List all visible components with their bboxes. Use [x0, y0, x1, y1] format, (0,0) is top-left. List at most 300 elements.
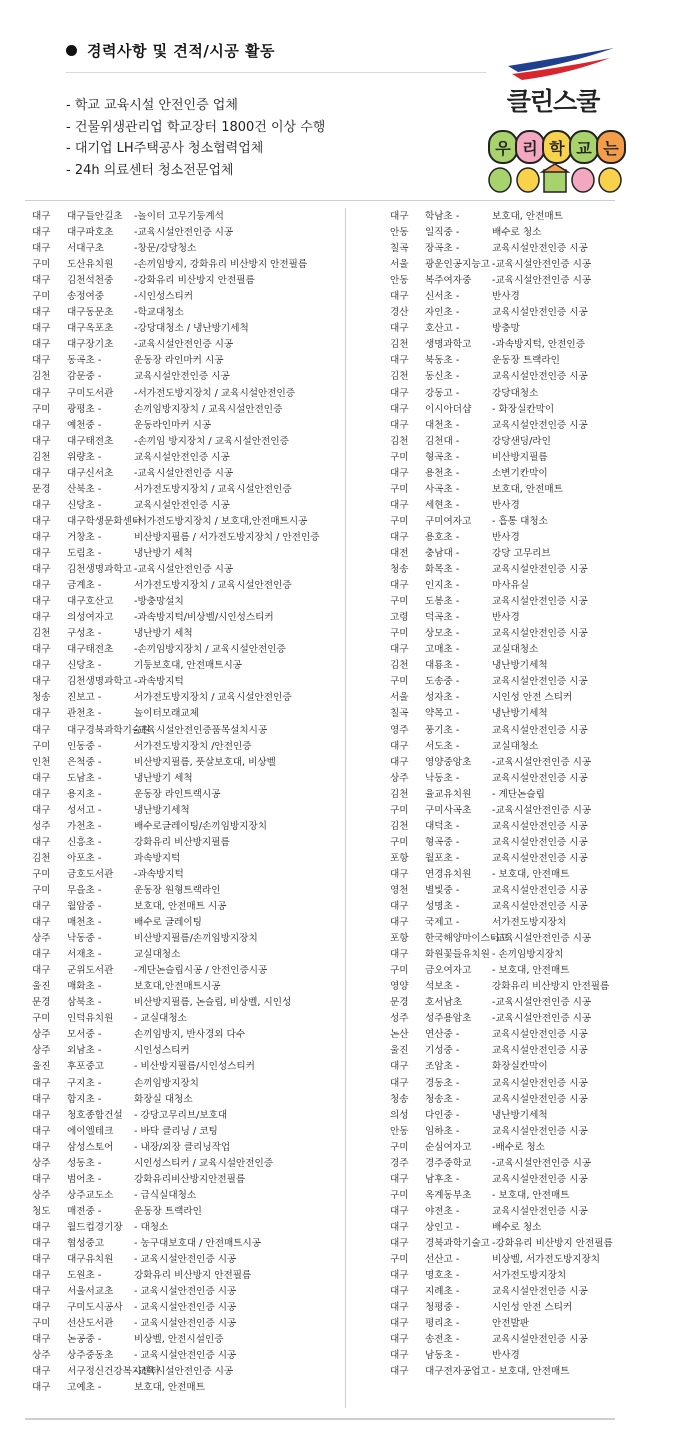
project-work: -과속방지턱, 안전인증 [492, 339, 585, 351]
section-title [66, 40, 275, 61]
project-row [390, 739, 640, 755]
project-school: 김천생명과학고 [67, 676, 132, 688]
project-region: 울진 [32, 1061, 51, 1073]
project-school: 송전초 - [425, 1334, 460, 1346]
project-work: 교육시설안전인증 시공 [492, 724, 588, 736]
project-work: 운동장 라인트랙시공 [134, 788, 221, 800]
project-school: 구미도시공사 [67, 1302, 123, 1314]
project-region: 대구 [390, 323, 409, 335]
project-region: 대구 [32, 949, 51, 961]
project-region: 구미 [32, 259, 51, 271]
project-row [32, 450, 342, 466]
project-row [390, 851, 640, 867]
project-region: 청송 [390, 564, 409, 576]
project-row [32, 979, 342, 995]
project-work: 강화유리 비산방지필름 [134, 836, 230, 848]
project-row [32, 995, 342, 1011]
project-school: 청송초 - [425, 1093, 460, 1105]
project-row [390, 434, 640, 450]
project-row [32, 369, 342, 385]
project-school: 경주중학교 [425, 1157, 472, 1169]
project-row [32, 915, 342, 931]
project-work: 교육시설안전인증 시공 [492, 1045, 588, 1057]
project-work: -교육시설안전인증 시공 [134, 339, 234, 351]
project-work: - 교육시설안전인증 시공 [134, 1350, 237, 1362]
project-row [32, 257, 342, 273]
project-row [390, 1236, 640, 1252]
project-region: 대구 [32, 1302, 51, 1314]
project-row [390, 578, 640, 594]
project-work: -강화유리 비산방지 안전필름 [492, 1238, 613, 1249]
project-work: - 계단논슬립 [492, 788, 545, 800]
project-list-right [390, 209, 640, 1380]
project-work: - 강당고무리브/보호대 [134, 1109, 228, 1121]
project-work: 비산방지필름, 풋살보호대, 비상벨 [134, 756, 276, 768]
project-school: 매천초 - [67, 917, 102, 929]
project-work: 교육시설안전인증 시공 [492, 901, 588, 913]
project-region: 대구 [32, 804, 51, 816]
project-region: 대구 [32, 1125, 51, 1137]
project-region: 울진 [32, 981, 51, 993]
project-school: 후포중고 [67, 1061, 105, 1073]
project-row [390, 771, 640, 787]
project-row [32, 1252, 342, 1268]
project-region: 구미 [32, 291, 51, 303]
project-work: -교육시설안전인증 시공 [492, 1013, 592, 1025]
column-divider [345, 208, 346, 1408]
project-work: 보호대, 안전매트 [492, 211, 563, 222]
project-school: 대덕초 - [425, 820, 460, 832]
project-row [32, 225, 342, 241]
project-row [32, 482, 342, 498]
project-school: 순심여자고 [425, 1141, 472, 1153]
project-school: 야전초 - [425, 1205, 460, 1217]
project-work: 반사경 [492, 291, 520, 303]
project-region: 경산 [390, 307, 409, 319]
project-row [390, 321, 640, 337]
project-list-left [32, 209, 342, 1396]
project-work: 화장실칸막이 [492, 1061, 548, 1073]
project-work: - 비산방지필름/시인성스티커 [134, 1061, 255, 1073]
project-region: 대구 [32, 901, 51, 913]
project-row [32, 723, 342, 739]
project-row [390, 1140, 640, 1156]
project-row [32, 1364, 342, 1380]
project-region: 성주 [32, 820, 51, 832]
project-school: 옥계동부초 [425, 1189, 472, 1201]
project-school: 협성중고 [67, 1238, 105, 1249]
mascot-char-icon: 리 [515, 130, 545, 164]
project-row [32, 1043, 342, 1059]
project-row [32, 434, 342, 450]
project-row [390, 674, 640, 690]
project-region: 대구 [390, 291, 409, 303]
project-region: 영주 [390, 724, 409, 736]
project-school: 아포초 - [67, 852, 102, 864]
project-school: 김천생명과학고 [67, 564, 132, 576]
project-work: 서가전도방지장치 / 교육시설안전인증 [134, 580, 292, 592]
project-row [390, 787, 640, 803]
project-region: 대구 [390, 1173, 409, 1185]
project-school: 대룡초 - [425, 660, 460, 672]
project-row [390, 386, 640, 402]
project-work: -교육시설안전인증 시공 [134, 467, 234, 479]
project-school: 화원꽃들유치원 [425, 949, 490, 961]
project-work: 교육시설안전인증 시공 [134, 371, 230, 383]
project-row [390, 1348, 640, 1364]
project-school: 석보초 - [425, 981, 460, 993]
project-work: 서가전도방지장치 [492, 1270, 567, 1282]
project-school: 월암중 - [67, 901, 102, 913]
project-row [32, 755, 342, 771]
project-region: 대구 [32, 772, 51, 784]
project-work: 강화유리 비산방지 안전필름 [134, 1270, 252, 1282]
project-region: 대구 [390, 1238, 409, 1249]
project-region: 대구 [32, 612, 51, 624]
project-school: 감문중 - [67, 371, 102, 383]
project-school: 덕곡초 - [425, 612, 460, 624]
project-school: 인덕유치원 [67, 1013, 114, 1025]
project-region: 구미 [390, 515, 409, 527]
project-school: 성명초 - [425, 901, 460, 913]
project-school: 인지초 - [425, 580, 460, 592]
project-school: 한국해양마이스터고 [425, 933, 509, 945]
project-school: 국제고 - [425, 917, 460, 929]
project-row [390, 610, 640, 626]
project-region: 대구 [390, 1270, 409, 1282]
project-row [32, 1300, 342, 1316]
project-row [390, 450, 640, 466]
project-list-frame [20, 200, 620, 1420]
feature-bullet: - 대기업 LH주택공사 청소협력업체 [66, 141, 264, 156]
project-region: 인천 [32, 756, 51, 768]
project-region: 포항 [390, 852, 409, 864]
project-school: 범어초 - [67, 1173, 102, 1185]
project-work: -손끼임방지, 강화유리 비산방지 안전필름 [134, 259, 308, 271]
project-region: 대구 [390, 1205, 409, 1217]
bullet-dot-icon [66, 45, 77, 56]
project-region: 청송 [32, 692, 51, 704]
project-region: 대구 [32, 644, 51, 656]
project-row [390, 883, 640, 899]
project-school: 세현초 - [425, 499, 460, 511]
project-school: 금계초 - [67, 580, 102, 592]
project-row [390, 225, 640, 241]
project-school: 광운인공지능고 [425, 259, 490, 271]
project-work: - 손끼임방지장치 [492, 949, 564, 961]
project-work: -교육시설안전인증 시공 [492, 1157, 592, 1169]
project-school: 이시아더샵 [425, 403, 472, 415]
project-school: 외남초 - [67, 1045, 102, 1057]
project-row [390, 498, 640, 514]
project-school: 기성중 - [425, 1045, 460, 1057]
project-work: -배수로 청소 [492, 1141, 545, 1153]
project-school: 형곡중 - [425, 836, 460, 848]
project-row [390, 1364, 640, 1380]
project-work: 교육시설안전인증 시공 [492, 564, 588, 576]
project-work: 교육시설안전인증 시공 [492, 1173, 588, 1185]
project-school: 에이엘테크 [67, 1125, 114, 1137]
project-work: 냉난방기 세척 [134, 628, 193, 640]
project-row [32, 690, 342, 706]
project-work: 보호대, 안전매트 [492, 483, 563, 495]
project-school: 청호종합건설 [67, 1109, 123, 1121]
project-row [32, 1316, 342, 1332]
project-school: 김천석천중 [67, 275, 114, 287]
project-work: - 교실대청소 [134, 1013, 187, 1025]
project-school: 금오여자고 [425, 965, 472, 977]
title-divider [66, 72, 486, 73]
project-school: 형곡초 - [425, 451, 460, 463]
project-region: 상주 [32, 1045, 51, 1057]
project-school: 청평중 - [425, 1302, 460, 1314]
project-region: 대구 [32, 1334, 51, 1346]
project-work: 교육시설안전인증 시공 [492, 820, 588, 832]
project-row [390, 947, 640, 963]
project-row [390, 273, 640, 289]
project-row [32, 466, 342, 482]
mascot-group [488, 126, 623, 196]
project-region: 구미 [390, 804, 409, 816]
project-region: 대구 [32, 676, 51, 688]
project-work: - 교육시설안전인증 시공 [134, 1302, 237, 1314]
project-row [390, 305, 640, 321]
project-work: -교육시설안전인증 시공 [134, 227, 234, 239]
project-school: 영양중앙초 [425, 756, 472, 768]
project-work: 운동장 라인마커 시공 [134, 355, 224, 367]
project-work: 화장실 대청소 [134, 1093, 193, 1105]
project-region: 성주 [390, 1013, 409, 1025]
project-work: 냉난방기 세척 [134, 547, 193, 559]
project-row [32, 1236, 342, 1252]
project-school: 성서고 - [67, 804, 102, 816]
project-region: 대구 [32, 227, 51, 239]
project-school: 대구들안길초 [67, 211, 123, 222]
project-region: 대전 [390, 547, 409, 559]
project-work: 반사경 [492, 1350, 520, 1362]
project-region: 대구 [32, 1109, 51, 1121]
project-row [390, 1252, 640, 1268]
project-work: 강화유리비산방지안전필름 [134, 1173, 246, 1185]
project-region: 문경 [390, 997, 409, 1009]
project-region: 대구 [390, 756, 409, 768]
project-row [32, 626, 342, 642]
project-work: -교육시설안전인증 시공 [492, 756, 592, 768]
project-school: 서구정신건강복지센터 [67, 1366, 160, 1378]
project-row [32, 899, 342, 915]
project-work: 시인성 안전 스티커 [492, 1302, 573, 1314]
project-region: 대구 [32, 307, 51, 319]
project-school: 경동초 - [425, 1077, 460, 1089]
project-school: 대구동문초 [67, 307, 114, 319]
project-school: 도림초 - [67, 547, 102, 559]
project-work: 서가전도방지장치 / 교육시설안전인증 [134, 483, 292, 495]
project-school: 연경유치원 [425, 868, 472, 880]
project-row [390, 594, 640, 610]
project-school: 가천초 - [67, 820, 102, 832]
project-row [32, 1172, 342, 1188]
project-row [32, 1220, 342, 1236]
project-school: 금호도서관 [67, 868, 114, 880]
project-work: 교육시설안전인증 시공 [492, 419, 588, 431]
project-row [32, 674, 342, 690]
project-region: 안동 [390, 1125, 409, 1137]
project-region: 상주 [32, 1029, 51, 1041]
project-work: 운동장 원형트랙라인 [134, 884, 221, 896]
project-row [390, 963, 640, 979]
project-school: 모서중 - [67, 1029, 102, 1041]
project-school: 은척중 - [67, 756, 102, 768]
project-row [390, 723, 640, 739]
mascot-figures-icon [488, 164, 623, 194]
project-row [32, 273, 342, 289]
project-region: 대구 [32, 1270, 51, 1282]
project-region: 구미 [390, 1254, 409, 1266]
project-region: 대구 [32, 708, 51, 720]
project-work: -교육시설안전인증 시공 [492, 259, 592, 271]
project-work: 교육시설안전인증 시공 [134, 451, 230, 463]
project-work: -놀이터 고무기둥계석 [134, 211, 224, 222]
project-work: -교육시설안전인증 시공 [492, 804, 592, 816]
project-school: 거창초 - [67, 531, 102, 543]
project-school: 대천초 - [425, 419, 460, 431]
project-school: 신당초 - [67, 499, 102, 511]
project-school: 임하초 - [425, 1125, 460, 1137]
project-region: 상주 [32, 1350, 51, 1362]
project-row [390, 1188, 640, 1204]
project-work: 시인성 안전 스티커 [492, 692, 573, 704]
project-region: 김천 [390, 788, 409, 800]
project-region: 대구 [32, 1173, 51, 1185]
project-region: 대구 [390, 868, 409, 880]
project-region: 대구 [390, 580, 409, 592]
project-row [390, 1332, 640, 1348]
project-region: 구미 [390, 1141, 409, 1153]
project-work: -서가전도방지장치 / 보호대,안전매트시공 [134, 515, 308, 527]
project-work: 손끼임방지장치 [134, 1077, 199, 1089]
project-work: 놀이터모래교체 [134, 708, 199, 720]
project-work: 교육시설안전인증 시공 [492, 1093, 588, 1105]
project-region: 구미 [390, 965, 409, 977]
project-work: 소변기칸막이 [492, 467, 548, 479]
project-row [32, 835, 342, 851]
project-row [390, 530, 640, 546]
project-region: 구미 [390, 483, 409, 495]
project-row [32, 402, 342, 418]
project-work: - 대청소 [134, 1221, 169, 1233]
project-work: -강당대청소 / 냉난방기세척 [134, 323, 249, 335]
project-region: 대구 [32, 596, 51, 608]
project-region: 문경 [32, 483, 51, 495]
project-work: 마사유실 [492, 580, 530, 592]
project-row [32, 353, 342, 369]
project-region: 논산 [390, 1029, 409, 1041]
project-region: 대구 [32, 547, 51, 559]
project-work: 교육시설안전인증 시공 [492, 1205, 588, 1217]
project-work: 배수로 청소 [492, 1221, 542, 1233]
project-work: - 내장/외장 클리닝작업 [134, 1141, 231, 1153]
project-school: 약목고 - [425, 708, 460, 720]
project-region: 영천 [390, 884, 409, 896]
project-row [32, 305, 342, 321]
project-region: 울진 [390, 1045, 409, 1057]
project-school: 군위도서관 [67, 965, 114, 977]
project-region: 대구 [390, 211, 409, 222]
project-row [32, 803, 342, 819]
project-region: 대구 [390, 1350, 409, 1362]
project-work: 방충망 [492, 323, 520, 335]
project-row [390, 466, 640, 482]
project-row [390, 755, 640, 771]
project-work: -교육시설안전인증품목설치시공 [134, 724, 268, 736]
project-region: 경주 [390, 1157, 409, 1169]
project-work: 보호대,안전매트시공 [134, 981, 221, 993]
project-work: 강당대청소 [492, 387, 539, 399]
project-school: 서울서교초 [67, 1286, 114, 1298]
project-work: 서가전도방지장치 [492, 917, 567, 929]
project-school: 자인초 - [425, 307, 460, 319]
project-region: 대구 [390, 1061, 409, 1073]
project-school: 연산중 - [425, 1029, 460, 1041]
project-region: 청송 [390, 1093, 409, 1105]
project-row [390, 706, 640, 722]
project-school: 신흥초 - [67, 836, 102, 848]
project-work: 교육시설안전인증 시공 [492, 628, 588, 640]
project-region: 대구 [390, 1221, 409, 1233]
project-school: 관천초 - [67, 708, 102, 720]
project-work: -교육시설안전인증 시공 [134, 564, 234, 576]
project-school: 성동초 - [67, 1157, 102, 1169]
project-work: 교실대청소 [134, 949, 181, 961]
project-school: 선산도서관 [67, 1318, 114, 1330]
project-school: 예천중 - [67, 419, 102, 431]
project-region: 상주 [32, 933, 51, 945]
project-school: 구성초 - [67, 628, 102, 640]
project-region: 대구 [390, 419, 409, 431]
project-work: 교육시설안전인증 시공 [492, 676, 588, 688]
project-work: 운동라인마커 시공 [134, 419, 212, 431]
project-work: 손끼임방지, 반사경외 다수 [134, 1029, 246, 1041]
project-school: 구지초 - [67, 1077, 102, 1089]
project-school: 선산고 - [425, 1254, 460, 1266]
project-school: 충남대 - [425, 547, 460, 559]
project-school: 진보고 - [67, 692, 102, 704]
project-work: 시인성스티커 / 교육시설안전인증 [134, 1157, 274, 1169]
project-region: 구미 [390, 451, 409, 463]
mascot-char-icon: 는 [596, 130, 626, 164]
project-work: 배수로 글레이팅 [134, 917, 202, 929]
project-row [390, 979, 640, 995]
project-school: 월드컵경기장 [67, 1221, 123, 1233]
project-work: - 보호대, 안전매트 [492, 868, 570, 880]
project-region: 김천 [390, 660, 409, 672]
project-region: 칠곡 [390, 243, 409, 255]
project-school: 복주여자중 [425, 275, 472, 287]
project-region: 구미 [32, 1013, 51, 1025]
project-school: 위량초 - [67, 451, 102, 463]
project-region: 대구 [32, 564, 51, 576]
project-row [32, 594, 342, 610]
project-school: 서재초 - [67, 949, 102, 961]
project-row [32, 289, 342, 305]
project-work: -교육시설안전인증 시공 [134, 1366, 234, 1378]
project-row [390, 369, 640, 385]
project-work: 교육시설안전인증 시공 [492, 1029, 588, 1041]
project-row [32, 771, 342, 787]
feature-bullet: - 건물위생관리업 학교장터 1800건 이상 수행 [66, 119, 326, 135]
project-school: 도봉초 - [425, 596, 460, 608]
project-row [390, 1268, 640, 1284]
